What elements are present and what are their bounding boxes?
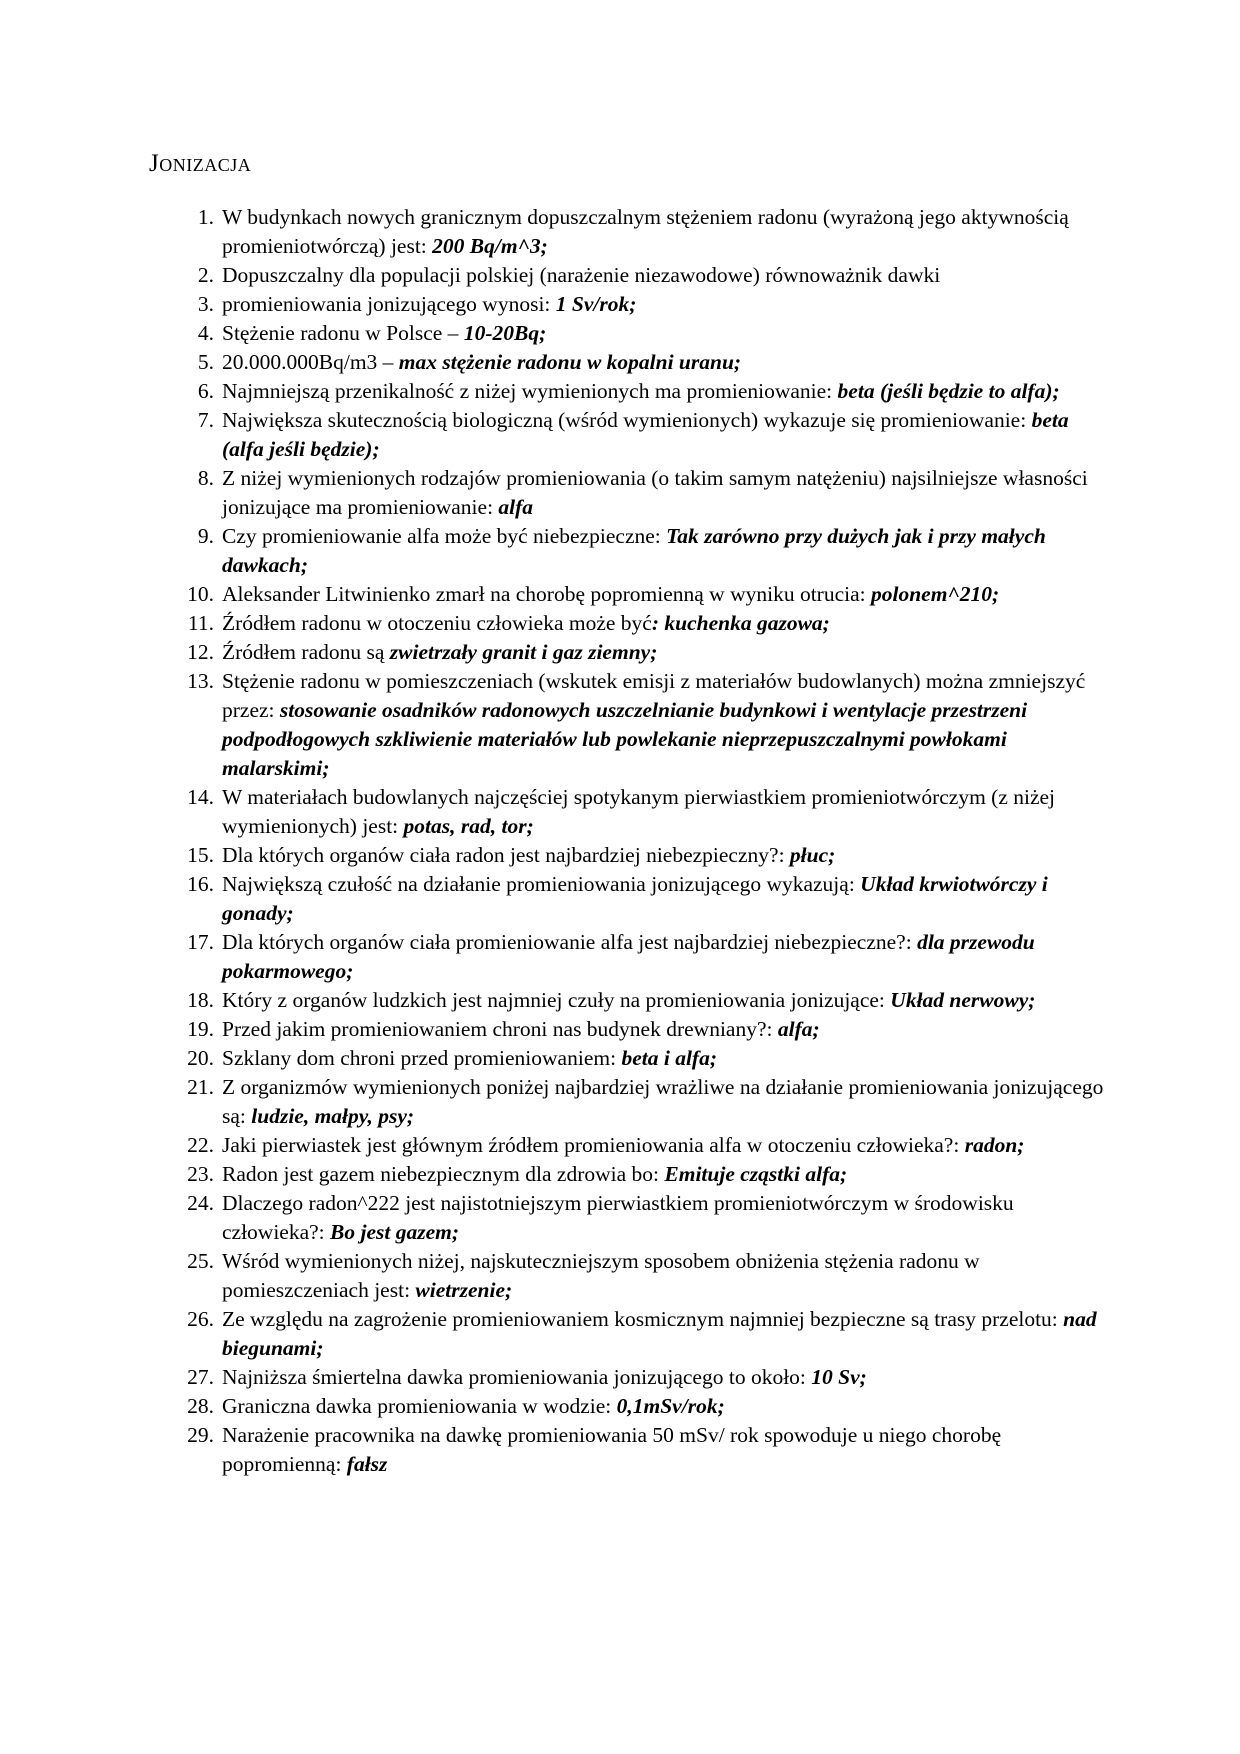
list-item bbox=[174, 841, 1104, 870]
list-item bbox=[174, 406, 1104, 464]
item-number: 8. bbox=[197, 466, 214, 490]
answer-text: Układ krwiotwórczy i gonady; bbox=[222, 872, 1048, 925]
answer-text: 10-20Bq; bbox=[463, 321, 547, 345]
item-number: 12. bbox=[187, 640, 214, 664]
question-text: Największą czułość na działanie promieniowania jonizującego wykazują: bbox=[222, 872, 861, 896]
list-item bbox=[174, 1160, 1104, 1189]
list-item bbox=[174, 1044, 1104, 1073]
item-number: 1. bbox=[197, 205, 214, 229]
item-number: 27. bbox=[187, 1365, 214, 1389]
answer-text: beta (alfa jeśli będzie); bbox=[222, 408, 1069, 461]
item-number: 29. bbox=[187, 1423, 214, 1447]
question-text: Radon jest gazem niebezpiecznym dla zdrowia bo: bbox=[222, 1162, 665, 1186]
answer-text: radon; bbox=[964, 1133, 1025, 1157]
question-text: Najniższa śmiertelna dawka promieniowania jonizującego to około: bbox=[222, 1365, 812, 1389]
item-number: 6. bbox=[197, 379, 214, 403]
item-number: 16. bbox=[187, 872, 214, 896]
item-number: 9. bbox=[197, 524, 214, 548]
question-list bbox=[174, 203, 1104, 1479]
answer-text: Układ nerwowy; bbox=[890, 988, 1036, 1012]
item-number: 17. bbox=[187, 930, 214, 954]
answer-text: alfa; bbox=[777, 1017, 820, 1041]
item-number: 4. bbox=[197, 321, 214, 345]
list-item bbox=[174, 580, 1104, 609]
question-text: Czy promieniowanie alfa może być niebezpieczne: bbox=[222, 524, 667, 548]
answer-text: wietrzenie; bbox=[415, 1278, 513, 1302]
answer-text: zwietrzały granit i gaz ziemny; bbox=[389, 640, 658, 664]
item-number: 24. bbox=[187, 1191, 214, 1215]
question-text: Stężenie radonu w Polsce – bbox=[222, 321, 464, 345]
item-number: 5. bbox=[197, 350, 214, 374]
answer-text: fałsz bbox=[346, 1452, 388, 1476]
question-text: Stężenie radonu w pomieszczeniach (wskutek emisji z materiałów budowlanych) można zmniejszyć przez: bbox=[222, 669, 1086, 722]
question-text: Wśród wymienionych niżej, najskuteczniejszym sposobem obniżenia stężenia radonu w pomieszczeniach jest: bbox=[222, 1249, 980, 1302]
item-number: 2. bbox=[197, 263, 214, 287]
list-item bbox=[174, 1421, 1104, 1479]
list-item bbox=[174, 1015, 1104, 1044]
answer-text: płuc; bbox=[789, 843, 836, 867]
question-text: Narażenie pracownika na dawkę promieniowania 50 mSv/ rok spowoduje u niego chorobę popromienną: bbox=[222, 1423, 1002, 1476]
answer-text: beta i alfa; bbox=[621, 1046, 717, 1070]
question-text: W materiałach budowlanych najczęściej spotykanym pierwiastkiem promieniotwórczym (z niżej wymienionych) jest: bbox=[222, 785, 1056, 838]
list-item bbox=[174, 1363, 1104, 1392]
document-title: Jonizacja bbox=[149, 150, 252, 177]
answer-text: 1 Sv/rok; bbox=[555, 292, 637, 316]
answer-text: nad biegunami; bbox=[222, 1307, 1097, 1360]
question-text: Źródłem radonu w otoczeniu człowieka może być bbox=[222, 611, 652, 635]
list-item bbox=[174, 1073, 1104, 1131]
list-item bbox=[174, 928, 1104, 986]
list-item bbox=[174, 464, 1104, 522]
answer-text: stosowanie osadników radonowych uszczelnianie budynkowi i wentylacje przestrzeni podpodłogowych szkliwienie materiałów lub powlekanie nieprzepuszczalnymi powłokami malarskimi; bbox=[222, 698, 1028, 780]
question-text: Z niżej wymienionych rodzajów promieniowania (o takim samym natężeniu) najsilniejsze własności jonizujące ma promieniowanie: bbox=[222, 466, 1088, 519]
item-number: 19. bbox=[187, 1017, 214, 1041]
item-number: 13. bbox=[187, 669, 214, 693]
item-number: 22. bbox=[187, 1133, 214, 1157]
question-text: Z organizmów wymienionych poniżej najbardziej wrażliwe na działanie promieniowania jonizującego są: bbox=[222, 1075, 1104, 1128]
list-item bbox=[174, 348, 1104, 377]
question-text: W budynkach nowych granicznym dopuszczalnym stężeniem radonu (wyrażoną jego aktywnością promieniotwórczą) jest: bbox=[222, 205, 1069, 258]
question-text: Dla których organów ciała radon jest najbardziej niebezpieczny?: bbox=[222, 843, 790, 867]
list-item bbox=[174, 667, 1104, 783]
list-item bbox=[174, 1247, 1104, 1305]
answer-text: dla przewodu pokarmowego; bbox=[222, 930, 1035, 983]
item-number: 14. bbox=[187, 785, 214, 809]
list-item bbox=[174, 783, 1104, 841]
answer-text: polonem^210; bbox=[871, 582, 1000, 606]
question-text: Ze względu na zagrożenie promieniowaniem kosmicznym najmniej bezpieczne są trasy przelotu: bbox=[222, 1307, 1064, 1331]
question-text: Szklany dom chroni przed promieniowaniem: bbox=[222, 1046, 622, 1070]
answer-text: 0,1mSv/rok; bbox=[616, 1394, 725, 1418]
question-text: Największa skutecznością biologiczną (wśród wymienionych) wykazuje się promieniowanie: bbox=[222, 408, 1032, 432]
question-text: Dopuszczalny dla populacji polskiej (narażenie niezawodowe) równoważnik dawki bbox=[222, 263, 941, 287]
question-text: Źródłem radonu są bbox=[222, 640, 390, 664]
list-item bbox=[174, 1305, 1104, 1363]
list-item bbox=[174, 290, 1104, 319]
item-number: 21. bbox=[187, 1075, 214, 1099]
list-item bbox=[174, 1392, 1104, 1421]
item-number: 15. bbox=[187, 843, 214, 867]
list-item bbox=[174, 986, 1104, 1015]
question-text: promieniowania jonizującego wynosi: bbox=[222, 292, 556, 316]
answer-text: alfa bbox=[498, 495, 534, 519]
list-item bbox=[174, 609, 1104, 638]
item-number: 10. bbox=[187, 582, 214, 606]
item-number: 20. bbox=[187, 1046, 214, 1070]
question-text: Dla których organów ciała promieniowanie alfa jest najbardziej niebezpieczne?: bbox=[222, 930, 918, 954]
list-item bbox=[174, 1189, 1104, 1247]
answer-text: potas, rad, tor; bbox=[403, 814, 534, 838]
answer-text: max stężenie radonu w kopalni uranu; bbox=[398, 350, 742, 374]
list-item bbox=[174, 1131, 1104, 1160]
list-item bbox=[174, 522, 1104, 580]
item-number: 23. bbox=[187, 1162, 214, 1186]
question-text: Najmniejszą przenikalność z niżej wymienionych ma promieniowanie: bbox=[222, 379, 838, 403]
question-text: Który z organów ludzkich jest najmniej czuły na promieniowania jonizujące: bbox=[222, 988, 891, 1012]
answer-text: Bo jest gazem; bbox=[330, 1220, 460, 1244]
item-number: 26. bbox=[187, 1307, 214, 1331]
list-item bbox=[174, 319, 1104, 348]
question-text: 20.000.000Bq/m3 – bbox=[222, 350, 399, 374]
answer-text: Tak zarówno przy dużych jak i przy małych dawkach; bbox=[222, 524, 1046, 577]
question-text: Jaki pierwiastek jest głównym źródłem promieniowania alfa w otoczeniu człowieka?: bbox=[222, 1133, 965, 1157]
question-text: Przed jakim promieniowaniem chroni nas budynek drewniany?: bbox=[222, 1017, 778, 1041]
answer-text: Emituje cząstki alfa; bbox=[664, 1162, 848, 1186]
answer-text: 200 Bq/m^3; bbox=[432, 234, 548, 258]
list-item bbox=[174, 870, 1104, 928]
question-text: Dlaczego radon^222 jest najistotniejszym pierwiastkiem promieniotwórczym w środowisku człowieka?: bbox=[222, 1191, 1014, 1244]
list-item bbox=[174, 203, 1104, 261]
question-text: Graniczna dawka promieniowania w wodzie: bbox=[222, 1394, 617, 1418]
list-item bbox=[174, 377, 1104, 406]
item-number: 3. bbox=[197, 292, 214, 316]
item-number: 7. bbox=[197, 408, 214, 432]
item-number: 11. bbox=[187, 611, 214, 635]
item-number: 18. bbox=[187, 988, 214, 1012]
question-text: Aleksander Litwinienko zmarł na chorobę popromienną w wyniku otrucia: bbox=[222, 582, 871, 606]
list-item bbox=[174, 261, 1104, 290]
item-number: 28. bbox=[187, 1394, 214, 1418]
item-number: 25. bbox=[187, 1249, 214, 1273]
answer-text: ludzie, małpy, psy; bbox=[251, 1104, 415, 1128]
answer-text: beta (jeśli będzie to alfa); bbox=[837, 379, 1060, 403]
answer-text: : kuchenka gazowa; bbox=[651, 611, 830, 635]
list-item bbox=[174, 638, 1104, 667]
answer-text: 10 Sv; bbox=[811, 1365, 867, 1389]
